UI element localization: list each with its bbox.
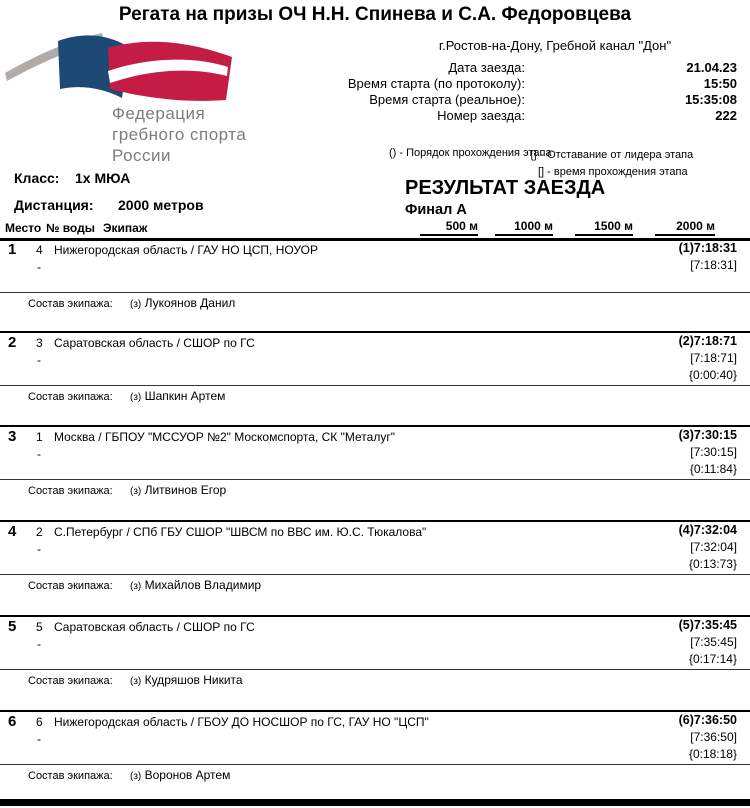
detail-row-race-number <box>330 108 737 124</box>
crew-member <box>130 483 226 497</box>
legend-order: () - Порядок прохождения этапа <box>389 147 552 159</box>
detail-row-date <box>330 60 737 76</box>
distance-label: Дистанция: <box>14 197 94 213</box>
table-row <box>0 520 750 613</box>
column-header-place: Место <box>5 221 42 235</box>
stage-time: [7:35:45] <box>690 635 737 649</box>
legend-right <box>530 147 693 181</box>
crew-section <box>0 669 750 687</box>
crew-label: Состав экипажа: <box>28 770 113 782</box>
final-time: (4)7:32:04 <box>678 523 737 537</box>
federation-name-line2: гребного спорта <box>112 125 247 144</box>
column-header-2000m: 2000 м <box>655 219 715 236</box>
venue-text: г.Ростов-на-Дону, Гребной канал "Дон" <box>438 38 672 53</box>
lane-number: 5 <box>36 620 43 634</box>
rower-name: Михайлов Владимир <box>144 578 262 592</box>
lane-number: 1 <box>36 430 43 444</box>
table-row <box>0 710 750 803</box>
federation-name-line1: Федерация <box>112 104 206 123</box>
placeholder-dash: - <box>37 542 41 556</box>
federation-name-line3: России <box>112 146 172 165</box>
gap-to-leader: {0:13:73} <box>688 557 737 571</box>
placeholder-dash: - <box>37 447 41 461</box>
placeholder-dash: - <box>37 637 41 651</box>
gap-to-leader: {0:18:18} <box>688 747 737 761</box>
seat-code: (з) <box>130 676 142 687</box>
crew-label: Состав экипажа: <box>28 675 113 687</box>
crew-member <box>130 389 225 403</box>
legend-stage-time: [] - время прохождения этапа <box>538 166 688 178</box>
team-name: Москва / ГБПОУ "МССУОР №2" Москомспорта, СК "Металуг" <box>54 430 395 444</box>
stage-time: [7:36:50] <box>690 730 737 744</box>
gap-to-leader: {0:17:14} <box>688 652 737 666</box>
column-header-lane: № воды <box>46 221 95 235</box>
column-header-1500m: 1500 м <box>575 219 633 236</box>
page-title: Регата на призы ОЧ Н.Н. Спинева и С.А. Федоровцева <box>118 4 632 25</box>
detail-label: Дата заезда: <box>448 60 525 75</box>
place-number: 6 <box>8 713 17 730</box>
crew-member <box>130 768 230 782</box>
stage-time: [7:18:71] <box>690 351 737 365</box>
detail-row-protocol-start <box>330 76 737 92</box>
crew-section <box>0 292 750 310</box>
seat-code: (з) <box>130 771 142 782</box>
place-number: 1 <box>8 241 17 258</box>
table-row <box>0 425 750 518</box>
final-time: (2)7:18:71 <box>678 334 737 348</box>
class-label: Класс: <box>14 170 60 186</box>
table-row <box>0 331 750 424</box>
federation-name <box>112 103 246 166</box>
placeholder-dash: - <box>37 732 41 746</box>
final-time: (1)7:18:31 <box>678 241 737 255</box>
seat-code: (з) <box>130 581 142 592</box>
team-name: Саратовская область / СШОР по ГС <box>54 620 255 634</box>
column-header-crew: Экипаж <box>103 221 148 235</box>
rower-name: Кудряшов Никита <box>144 673 243 687</box>
place-number: 5 <box>8 618 17 635</box>
crew-label: Состав экипажа: <box>28 485 113 497</box>
crew-label: Состав экипажа: <box>28 391 113 403</box>
stage-time: [7:32:04] <box>690 540 737 554</box>
crew-section <box>0 574 750 592</box>
legend-gap-to-leader: {} - Отставание от лидера этапа <box>530 149 694 161</box>
rower-name: Литвинов Егор <box>144 483 227 497</box>
place-number: 4 <box>8 523 17 540</box>
rower-name: Шапкин Артем <box>144 389 226 403</box>
lane-number: 2 <box>36 525 43 539</box>
place-number: 2 <box>8 334 17 351</box>
lane-number: 6 <box>36 715 43 729</box>
page-bottom-divider <box>0 799 750 806</box>
stage-time: [7:18:31] <box>690 258 737 272</box>
column-header-1000m: 1000 м <box>495 219 553 236</box>
detail-label: Время старта (реальное): <box>369 92 525 107</box>
crew-section <box>0 385 750 403</box>
distance-value: 2000 метров <box>118 197 204 213</box>
team-name: С.Петербург / СПб ГБУ СШОР "ШВСМ по ВВС им. Ю.С. Тюкалова" <box>54 525 427 539</box>
crew-section <box>0 764 750 782</box>
detail-label: Номер заезда: <box>437 108 525 123</box>
table-row <box>0 240 750 333</box>
placeholder-dash: - <box>37 353 41 367</box>
place-number: 3 <box>8 428 17 445</box>
lane-number: 4 <box>36 243 43 257</box>
result-subheading: Финал А <box>405 202 467 218</box>
crew-member <box>130 296 235 310</box>
detail-value: 15:50 <box>703 76 737 91</box>
rower-name: Лукоянов Данил <box>144 296 236 310</box>
race-details <box>330 60 737 124</box>
stage-time: [7:30:15] <box>690 445 737 459</box>
detail-label: Время старта (по протоколу): <box>347 76 525 91</box>
detail-value: 21.04.23 <box>686 60 737 75</box>
column-header-500m: 500 м <box>420 219 478 236</box>
crew-member <box>130 578 261 592</box>
gap-to-leader: {0:00:40} <box>688 368 737 382</box>
result-heading: РЕЗУЛЬТАТ ЗАЕЗДА <box>405 177 606 199</box>
final-time: (6)7:36:50 <box>678 713 737 727</box>
crew-member <box>130 673 243 687</box>
team-name: Саратовская область / СШОР по ГС <box>54 336 255 350</box>
class-value: 1х МЮА <box>75 170 131 186</box>
detail-value: 15:35:08 <box>684 92 737 107</box>
placeholder-dash: - <box>37 260 41 274</box>
detail-value: 222 <box>715 108 737 123</box>
seat-code: (з) <box>130 299 142 310</box>
seat-code: (з) <box>130 486 142 497</box>
final-time: (3)7:30:15 <box>678 428 737 442</box>
final-time: (5)7:35:45 <box>678 618 737 632</box>
detail-row-real-start <box>330 92 737 108</box>
seat-code: (з) <box>130 392 142 403</box>
gap-to-leader: {0:11:84} <box>689 462 737 476</box>
table-row <box>0 615 750 708</box>
rowing-federation-logo-icon <box>5 28 245 103</box>
rower-name: Воронов Артем <box>144 768 231 782</box>
lane-number: 3 <box>36 336 43 350</box>
crew-section <box>0 479 750 497</box>
crew-label: Состав экипажа: <box>28 580 113 592</box>
team-name: Нижегородская область / ГАУ НО ЦСП, НОУОР <box>54 243 318 257</box>
crew-label: Состав экипажа: <box>28 298 113 310</box>
team-name: Нижегородская область / ГБОУ ДО НОСШОР по ГС, ГАУ НО "ЦСП" <box>54 715 429 729</box>
